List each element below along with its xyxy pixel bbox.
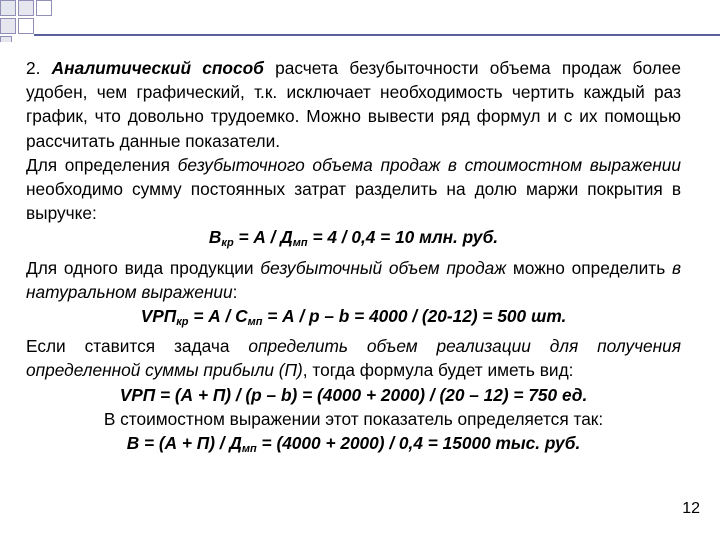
paragraph-text: Для определения <box>26 154 170 175</box>
formula-part: В <box>208 227 222 248</box>
italic-term: безубыточный объем продаж <box>260 257 507 278</box>
paragraph-text: : <box>232 281 238 302</box>
decor-square <box>0 36 12 42</box>
formula-part: = 4 / 0,4 = 10 млн. руб. <box>312 227 499 248</box>
formula-part: В = (А + П) / Д <box>126 433 242 454</box>
item-number: 2. <box>26 58 41 78</box>
paragraph-text: можно определить <box>512 257 666 278</box>
formula-subscript: мп <box>247 316 263 329</box>
header-rule <box>34 34 720 36</box>
decor-square <box>0 0 16 16</box>
formula-target-units: VРП = (А + П) / (р – b) = (4000 + 2000) / (20 – 12) = 750 ед. <box>119 384 588 405</box>
paragraph-text: необходимо сумму постоянных затрат разделить на долю маржи покрытия в выручке: <box>26 179 681 224</box>
method-name: Аналитический способ <box>51 58 264 78</box>
paragraph-value-expression: В стоимостном выражении этот показатель определяется так: <box>103 408 604 429</box>
formula-part: = А / р – b = 4000 / (20-12) = 500 шт. <box>267 306 567 327</box>
slide-content <box>26 56 681 461</box>
header-decoration <box>0 0 720 40</box>
italic-term: безубыточного объема продаж в стоимостном выражении <box>177 154 681 175</box>
decor-square <box>36 0 52 16</box>
decor-square <box>0 18 16 34</box>
formula-subscript: кр <box>176 316 189 329</box>
paragraph-value-terms <box>26 153 681 226</box>
page-number: 12 <box>682 500 700 517</box>
paragraph-text: Для одного вида продукции <box>26 257 254 278</box>
formula-part: = А / С <box>193 306 248 327</box>
formula-part: = А / Д <box>238 227 293 248</box>
formula-part: = (4000 + 2000) / 0,4 = 15000 тыс. руб. <box>261 433 581 454</box>
formula-target-value <box>26 431 681 461</box>
italic-term: в натуральном выражении <box>26 257 681 302</box>
paragraph-profit-target <box>26 334 681 382</box>
formula-subscript: мп <box>292 237 308 250</box>
formula-subscript: мп <box>241 443 257 456</box>
formula-subscript: кр <box>221 237 234 250</box>
paragraph-text: , тогда формула будет иметь вид: <box>302 360 574 381</box>
decor-square <box>18 18 34 34</box>
paragraph-text: расчета безубыточности объема продаж более удобен, чем графический, т.к. исключает необходимость чертить каждый раз график, что довольно трудоемко. Можно вывести ряд формул и с их помощью рассчитать данные показатели. <box>26 58 681 151</box>
paragraph-text: Если ставится задача <box>26 336 230 357</box>
formula-part: VРП <box>140 306 177 327</box>
paragraph-analytic-method <box>26 56 681 153</box>
decor-square <box>18 0 34 16</box>
italic-term: определить объем реализации для получения определенной суммы прибыли (П) <box>26 336 681 381</box>
formula-breakeven-units <box>26 304 681 334</box>
formula-breakeven-value <box>26 225 681 255</box>
paragraph-natural-terms <box>26 256 681 304</box>
